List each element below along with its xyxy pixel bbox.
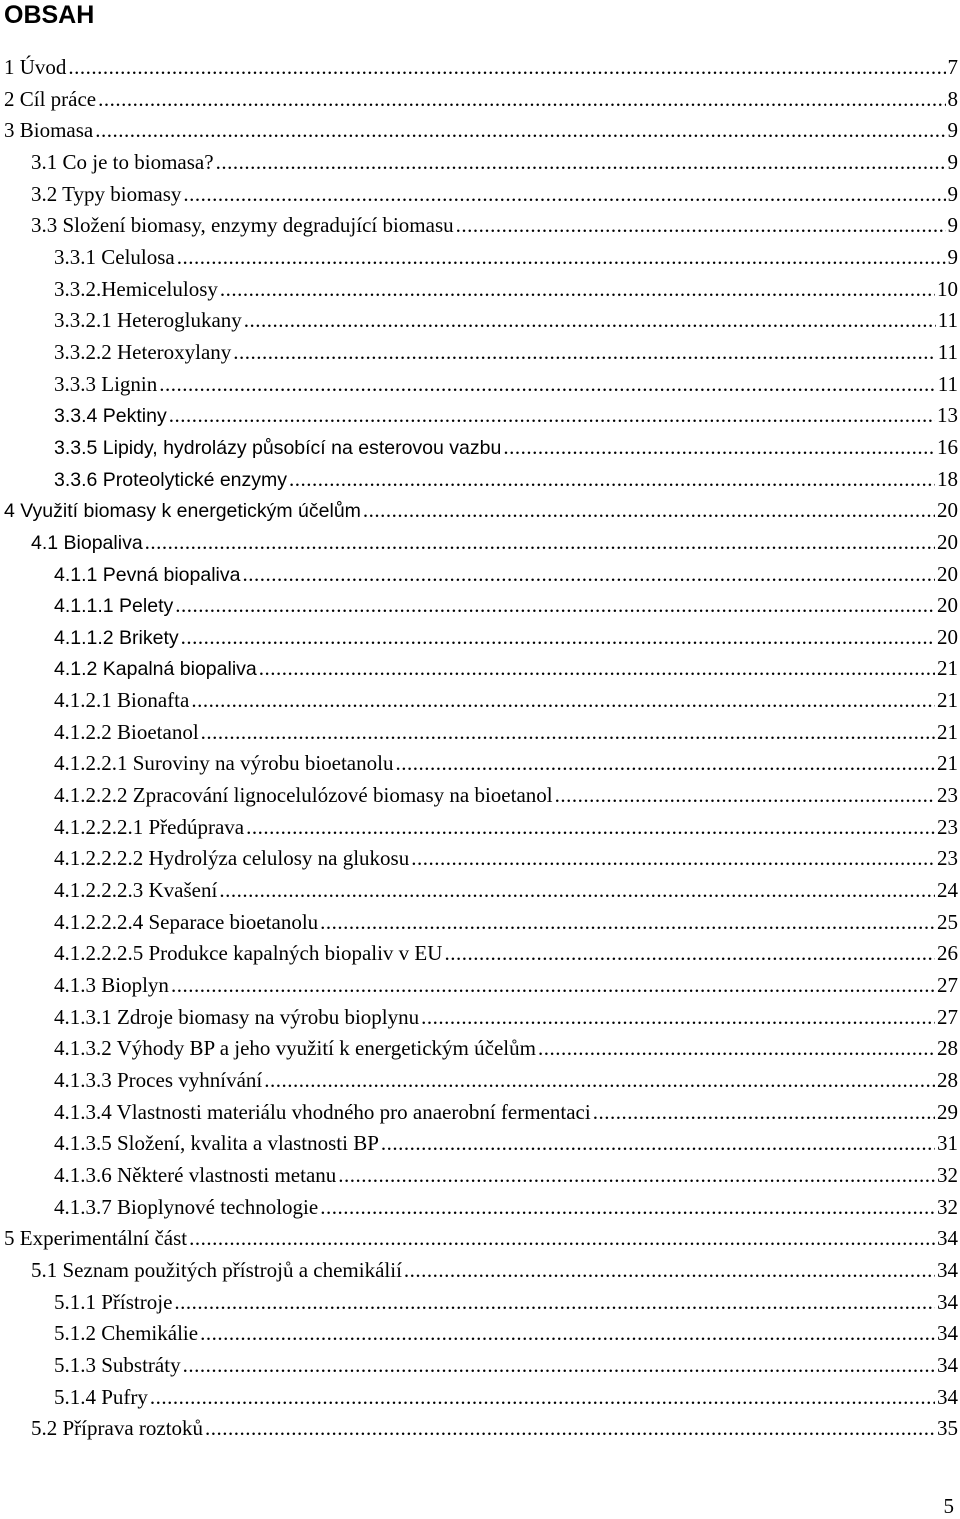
toc-entry[interactable] — [0, 1413, 960, 1445]
toc-dot-leader — [233, 337, 935, 369]
toc-entry-label: 3.3.6 Proteolytické enzymy — [54, 468, 288, 491]
toc-dot-leader — [404, 1255, 935, 1287]
toc-entry[interactable] — [0, 590, 960, 622]
toc-dot-leader — [216, 147, 946, 179]
toc-entry-label: 5 Experimentální část — [4, 1226, 188, 1251]
toc-entry[interactable] — [0, 1223, 960, 1255]
toc-entry-page: 32 — [937, 1162, 958, 1187]
toc-entry-label: 3.3.3 Lignin — [54, 371, 158, 396]
toc-entry-page: 20 — [937, 498, 958, 523]
toc-entry[interactable] — [0, 875, 960, 907]
toc-entry-page: 9 — [947, 181, 958, 206]
toc-dot-leader — [175, 590, 935, 622]
toc-dot-leader — [174, 1287, 935, 1319]
toc-entry-label: 4.1.3.6 Některé vlastnosti metanu — [54, 1162, 337, 1187]
toc-entry-page: 11 — [937, 308, 958, 333]
toc-dot-leader — [181, 622, 935, 654]
toc-entry-label: 3.3.5 Lipidy, hydrolázy působící na esterovou vazbu — [54, 436, 502, 459]
toc-entry-label: 4.1.1.1 Pelety — [54, 595, 174, 618]
toc-dot-leader — [242, 559, 935, 591]
toc-entry-page: 20 — [937, 624, 958, 649]
toc-entry-label: 3.3.1 Celulosa — [54, 244, 175, 269]
toc-dot-leader — [259, 653, 935, 685]
toc-entry[interactable] — [0, 147, 960, 179]
toc-entry-page: 20 — [937, 561, 958, 586]
toc-dot-leader — [169, 400, 935, 432]
toc-entry[interactable] — [0, 907, 960, 939]
toc-entry[interactable] — [0, 527, 960, 559]
toc-entry-page: 21 — [937, 751, 958, 776]
toc-entry[interactable] — [0, 559, 960, 591]
toc-entry[interactable] — [0, 780, 960, 812]
toc-dot-leader — [220, 274, 935, 306]
toc-dot-leader — [456, 210, 946, 242]
toc-entry-label: 4.1.2.2.2 Zpracování lignocelulózové biomasy na bioetanol — [54, 783, 553, 808]
toc-entry[interactable] — [0, 812, 960, 844]
toc-entry-label: 5.1.3 Substráty — [54, 1352, 181, 1377]
toc-dot-leader — [219, 875, 935, 907]
toc-entry[interactable] — [0, 1128, 960, 1160]
toc-dot-leader — [205, 1413, 935, 1445]
toc-entry-label: 2 Cíl práce — [4, 86, 97, 111]
toc-entry-label: 4.1.1 Pevná biopaliva — [54, 563, 241, 586]
toc-dot-leader — [363, 495, 935, 527]
toc-entry-page: 34 — [937, 1384, 958, 1409]
toc-entry-label: 4.1.3.2 Výhody BP a jeho využití k energetickým účelům — [54, 1036, 536, 1061]
toc-entry[interactable] — [0, 1318, 960, 1350]
toc-entry[interactable] — [0, 1160, 960, 1192]
toc-entry-label: 4.1.3.5 Složení, kvalita a vlastnosti BP — [54, 1131, 379, 1156]
toc-dot-leader — [177, 242, 946, 274]
toc-entry[interactable] — [0, 1255, 960, 1287]
toc-entry-label: 4.1 Biopaliva — [31, 531, 143, 554]
toc-entry-page: 34 — [937, 1289, 958, 1314]
toc-entry-label: 4.1.2.1 Bionafta — [54, 688, 190, 713]
toc-entry-label: 4.1.3.4 Vlastnosti materiálu vhodného pro anaerobní fermentaci — [54, 1099, 591, 1124]
toc-entry-label: 4.1.2 Kapalná biopaliva — [54, 658, 257, 681]
toc-dot-leader — [421, 1002, 935, 1034]
toc-entry[interactable] — [0, 1192, 960, 1224]
toc-entry[interactable] — [0, 84, 960, 116]
toc-dot-leader — [145, 527, 935, 559]
toc-dot-leader — [289, 464, 935, 496]
toc-entry[interactable] — [0, 1097, 960, 1129]
toc-entry[interactable] — [0, 179, 960, 211]
toc-heading: OBSAH — [4, 1, 95, 29]
toc-entry[interactable] — [0, 305, 960, 337]
toc-entry-page: 13 — [937, 403, 958, 428]
toc-entry-page: 11 — [937, 339, 958, 364]
toc-entry[interactable] — [0, 1287, 960, 1319]
toc-entry-label: 5.1 Seznam použitých přístrojů a chemikálií — [31, 1257, 402, 1282]
toc-dot-leader — [246, 812, 935, 844]
toc-entry-page: 10 — [937, 276, 958, 301]
toc-dot-leader — [503, 432, 935, 464]
toc-entry-page: 9 — [947, 149, 958, 174]
toc-entry-label: 4.1.2.2.2.3 Kvašení — [54, 878, 218, 903]
toc-entry-page: 9 — [947, 118, 958, 143]
toc-entry[interactable] — [0, 210, 960, 242]
toc-entry-label: 4.1.2.2.2.5 Produkce kapalných biopaliv v EU — [54, 941, 443, 966]
toc-dot-leader — [95, 115, 945, 147]
toc-entry-label: 3.3 Složení biomasy, enzymy degradující biomasu — [31, 213, 454, 238]
toc-entry[interactable] — [0, 115, 960, 147]
toc-entry-page: 9 — [947, 244, 958, 269]
toc-entry-page: 21 — [937, 688, 958, 713]
toc-entry-label: 3.3.4 Pektiny — [54, 405, 167, 428]
toc-entry-page: 27 — [937, 973, 958, 998]
toc-entry-label: 1 Úvod — [4, 55, 67, 79]
toc-entry[interactable] — [0, 622, 960, 654]
toc-entry-label: 5.2 Příprava roztoků — [31, 1416, 204, 1441]
toc-entry-label: 5.1.4 Pufry — [54, 1384, 148, 1409]
toc-dot-leader — [98, 84, 945, 116]
toc-entry-label: 3.1 Co je to biomasa? — [31, 149, 214, 174]
toc-entry[interactable] — [0, 369, 960, 401]
toc-dot-leader — [320, 907, 935, 939]
toc-entry-page: 34 — [937, 1226, 958, 1251]
toc-entry[interactable] — [0, 495, 960, 527]
toc-entry-page: 25 — [937, 909, 958, 934]
toc-dot-leader — [183, 179, 945, 211]
toc-entry-page: 28 — [937, 1036, 958, 1061]
toc-entry-label: 4.1.3.1 Zdroje biomasy na výrobu bioplynu — [54, 1004, 420, 1029]
toc-entry-page: 28 — [937, 1068, 958, 1092]
toc-dot-leader — [191, 685, 935, 717]
toc-dot-leader — [171, 970, 935, 1002]
toc-entry-label: 3.3.2.1 Heteroglukany — [54, 308, 242, 333]
table-of-contents — [0, 52, 960, 1445]
toc-entry-page: 8 — [947, 86, 958, 111]
toc-entry-page: 20 — [937, 593, 958, 618]
toc-entry-page: 21 — [937, 656, 958, 681]
toc-entry[interactable] — [0, 400, 960, 432]
toc-entry-page: 31 — [937, 1131, 958, 1156]
toc-dot-leader — [264, 1065, 935, 1097]
toc-entry-page: 35 — [937, 1416, 958, 1441]
toc-dot-leader — [201, 717, 935, 749]
toc-entry-label: 4.1.3.7 Bioplynové technologie — [54, 1194, 319, 1219]
toc-entry-page: 26 — [937, 941, 958, 966]
toc-dot-leader — [444, 938, 935, 970]
toc-entry[interactable] — [0, 970, 960, 1002]
toc-dot-leader — [150, 1382, 935, 1414]
toc-entry-page: 21 — [937, 719, 958, 744]
toc-dot-leader — [338, 1160, 935, 1192]
toc-entry-label: 4.1.2.2.1 Suroviny na výrobu bioetanolu — [54, 751, 394, 776]
toc-entry-page: 23 — [937, 783, 958, 808]
toc-entry-label: 3.3.2.Hemicelulosy — [54, 276, 218, 301]
toc-entry[interactable] — [0, 1065, 960, 1097]
toc-dot-leader — [159, 369, 936, 401]
toc-entry-page: 27 — [937, 1004, 958, 1029]
toc-entry[interactable] — [0, 1350, 960, 1382]
toc-entry-label: 3 Biomasa — [4, 118, 94, 143]
toc-dot-leader — [538, 1033, 935, 1065]
toc-entry-page: 23 — [937, 814, 958, 839]
toc-dot-leader — [593, 1097, 935, 1129]
toc-dot-leader — [68, 52, 945, 84]
toc-entry-page: 18 — [937, 466, 958, 491]
toc-entry-page: 20 — [937, 529, 958, 554]
toc-entry-label: 3.3.2.2 Heteroxylany — [54, 339, 232, 364]
toc-entry-page: 34 — [937, 1257, 958, 1282]
toc-entry[interactable] — [0, 1033, 960, 1065]
toc-entry-label: 4.1.1.2 Brikety — [54, 626, 179, 649]
toc-entry-label: 4.1.2.2 Bioetanol — [54, 719, 199, 744]
toc-entry-label: 4.1.3 Bioplyn — [54, 973, 169, 998]
toc-entry[interactable] — [0, 685, 960, 717]
toc-entry-page: 24 — [937, 878, 958, 903]
toc-entry-label: 5.1.2 Chemikálie — [54, 1321, 199, 1346]
toc-entry-page: 7 — [947, 55, 958, 79]
toc-entry-page: 34 — [937, 1352, 958, 1377]
toc-dot-leader — [395, 748, 935, 780]
toc-dot-leader — [200, 1318, 935, 1350]
toc-entry-label: 3.2 Typy biomasy — [31, 181, 182, 206]
page-number: 5 — [943, 1494, 954, 1518]
toc-entry-label: 5.1.1 Přístroje — [54, 1289, 173, 1314]
toc-entry-label: 4.1.2.2.2.1 Předúprava — [54, 814, 245, 839]
toc-entry[interactable] — [0, 52, 960, 84]
toc-entry-page: 9 — [947, 213, 958, 238]
toc-dot-leader — [555, 780, 935, 812]
toc-entry[interactable] — [0, 653, 960, 685]
toc-entry-page: 23 — [937, 846, 958, 871]
toc-entry-label: 4 Využití biomasy k energetickým účelům — [4, 500, 361, 523]
toc-entry[interactable] — [0, 464, 960, 496]
toc-dot-leader — [411, 843, 935, 875]
toc-entry[interactable] — [0, 1002, 960, 1034]
toc-entry-page: 29 — [937, 1099, 958, 1124]
toc-entry-label: 4.1.2.2.2.4 Separace bioetanolu — [54, 909, 319, 934]
toc-dot-leader — [244, 305, 936, 337]
toc-entry-page: 34 — [937, 1321, 958, 1346]
toc-entry[interactable] — [0, 1382, 960, 1414]
toc-entry-label: 4.1.3.3 Proces vyhnívání — [54, 1068, 263, 1092]
toc-dot-leader — [183, 1350, 935, 1382]
toc-entry[interactable] — [0, 938, 960, 970]
toc-entry[interactable] — [0, 717, 960, 749]
toc-entry[interactable] — [0, 843, 960, 875]
toc-entry[interactable] — [0, 274, 960, 306]
toc-dot-leader — [381, 1128, 935, 1160]
toc-dot-leader — [189, 1223, 935, 1255]
toc-entry[interactable] — [0, 242, 960, 274]
toc-entry-page: 11 — [937, 371, 958, 396]
toc-entry-page: 32 — [937, 1194, 958, 1219]
toc-entry[interactable] — [0, 432, 960, 464]
toc-entry-page: 16 — [937, 434, 958, 459]
toc-dot-leader — [320, 1192, 935, 1224]
toc-entry-label: 4.1.2.2.2.2 Hydrolýza celulosy na glukosu — [54, 846, 410, 871]
toc-entry[interactable] — [0, 748, 960, 780]
toc-entry[interactable] — [0, 337, 960, 369]
